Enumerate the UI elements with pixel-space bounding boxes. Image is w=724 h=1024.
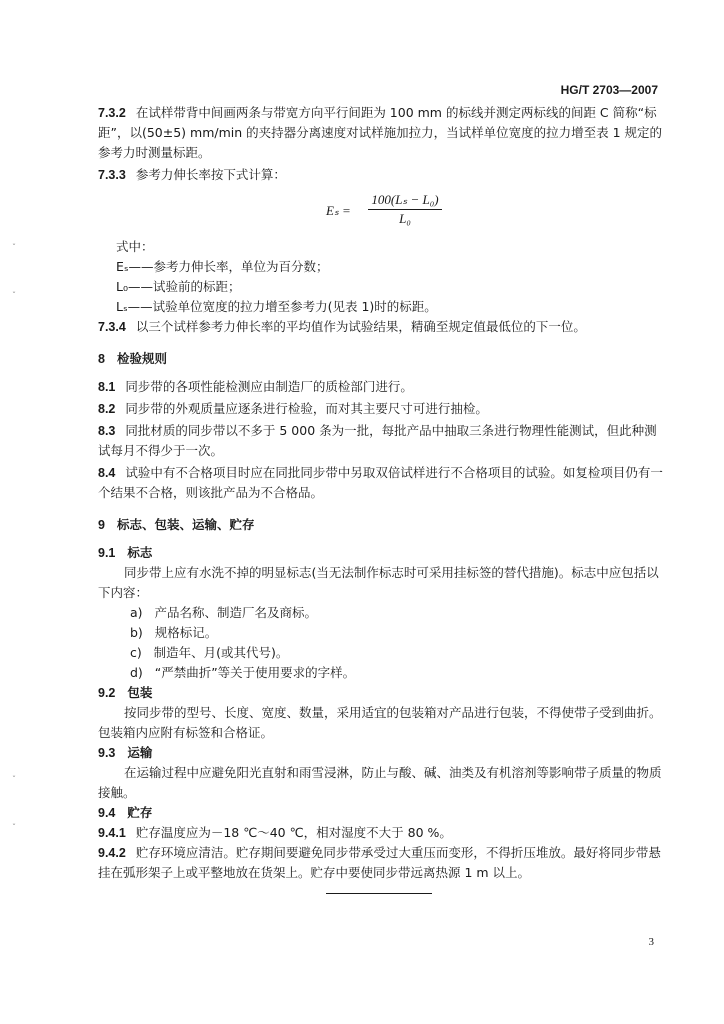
section-9-heading: [98, 515, 666, 535]
list-item-b: [98, 623, 666, 643]
definition-es: Eₛ——参考力伸长率，单位为百分数；: [116, 259, 329, 274]
list-text: “严禁曲折”等关于使用要求的字样。: [154, 665, 356, 680]
clause-title: 包装: [127, 685, 153, 700]
scan-mark: ˇ: [12, 291, 16, 300]
page-number: 3: [648, 936, 654, 948]
clause-number: 8.1: [98, 380, 116, 394]
clause-9-2-heading: [98, 683, 666, 703]
clause-8-2: [98, 399, 666, 419]
clause-number: 9.4.2: [98, 846, 126, 860]
clause-7-3-2: [98, 103, 666, 163]
list-text: 制造年、月(或其代号)。: [153, 645, 289, 660]
section-title: 检验规则: [116, 351, 167, 366]
clause-text: 同步带的各项性能检测应由制造厂的质检部门进行。: [125, 379, 413, 394]
list-item-a: [98, 603, 666, 623]
clause-text: 试验中有不合格项目时应在同批同步带中另取双倍试样进行不合格项目的试验。如复检项目仍有一个结果不合格，则该批产品为不合格品。: [98, 465, 663, 500]
clause-text: 以三个试样参考力伸长率的平均值作为试验结果，精确至规定值最低位的下一位。: [135, 319, 586, 334]
list-item-c: [98, 643, 666, 663]
clause-title: 运输: [127, 745, 153, 760]
page-content: [98, 103, 666, 894]
list-item-d: [98, 663, 666, 683]
clause-9-4-heading: [98, 803, 666, 823]
formula-numerator: 100(Lₛ − L₀): [371, 192, 439, 207]
clause-7-3-3: [98, 165, 666, 185]
section-number: 8: [98, 352, 105, 366]
clause-text: 参考力伸长率按下式计算：: [135, 167, 286, 182]
list-text: 产品名称、制造厂名及商标。: [154, 605, 317, 620]
scan-mark: ˇ: [12, 775, 16, 784]
formula-denominator: L₀: [399, 211, 411, 226]
clause-9-3-text: 在运输过程中应避免阳光直射和雨雪浸淋，防止与酸、碱、油类及有机溶剂等影响带子质量的物质接触。: [98, 765, 662, 800]
clause-text: 同批材质的同步带以不多于 5 000 条为一批，每批产品中抽取三条进行物理性能测试，但此种测试每月不得少于一次。: [98, 423, 657, 458]
list-label: b): [130, 625, 143, 640]
clause-text: 同步带的外观质量应逐条进行检验，而对其主要尺寸可进行抽检。: [125, 401, 488, 416]
clause-text: 贮存环境应清洁。贮存期间要避免同步带承受过大重压而变形，不得折压堆放。最好将同步带悬挂在弧形架子上或平整地放在货架上。贮存中要使同步带远离热源 1 m 以上。: [98, 845, 661, 880]
standard-code: HG/T 2703—2007: [560, 83, 658, 97]
clause-number: 8.2: [98, 402, 116, 416]
clause-number: 7.3.4: [98, 320, 126, 334]
definition-ls: Lₛ——试验单位宽度的拉力增至参考力(见表 1)时的标距。: [116, 299, 437, 314]
clause-text: 贮存温度应为－18 ℃～40 ℃，相对湿度不大于 80 %。: [135, 825, 452, 840]
clause-9-3-heading: [98, 743, 666, 763]
clause-9-4-1: [98, 823, 666, 843]
clause-number: 8.4: [98, 466, 116, 480]
clause-text: 在试样带背中间画两条与带宽方向平行间距为 100 mm 的标线并测定两标线的间距 C 简称“标距”，以(50±5) mm/min 的夹持器分离速度对试样施加拉力，当试样单位宽度的拉力增至表 1 规定的参考力时测量标距。: [98, 105, 663, 160]
scan-mark: ˇ: [12, 243, 16, 252]
list-label: d): [130, 665, 143, 680]
clause-7-3-4: [98, 317, 666, 337]
list-label: c): [130, 645, 142, 660]
clause-number: 9.4: [98, 806, 116, 820]
clause-number: 7.3.3: [98, 168, 126, 182]
definition-l0: L₀——试验前的标距；: [116, 279, 241, 294]
where-label: 式中：: [116, 239, 154, 254]
clause-number: 9.4.1: [98, 826, 126, 840]
clause-number: 9.2: [98, 686, 116, 700]
elongation-formula: [98, 191, 666, 231]
clause-number: 8.3: [98, 424, 116, 438]
clause-9-2-text: 按同步带的型号、长度、宽度、数量，采用适宜的包装箱对产品进行包装，不得使带子受到曲折。包装箱内应附有标签和合格证。: [98, 705, 662, 740]
list-text: 规格标记。: [154, 625, 218, 640]
clause-title: 贮存: [127, 805, 153, 820]
clause-number: 7.3.2: [98, 106, 126, 120]
clause-9-1-text: 同步带上应有水洗不掉的明显标志(当无法制作标志时可采用挂标签的替代措施)。标志中应包括以下内容：: [98, 565, 659, 600]
clause-9-1-heading: [98, 543, 666, 563]
clause-8-4: [98, 463, 666, 503]
clause-number: 9.1: [98, 546, 116, 560]
section-title: 标志、包装、运输、贮存: [116, 517, 255, 532]
section-number: 9: [98, 518, 105, 532]
clause-8-3: [98, 421, 666, 461]
clause-8-1: [98, 377, 666, 397]
list-label: a): [130, 605, 143, 620]
formula-fraction: [366, 191, 444, 228]
clause-number: 9.3: [98, 746, 116, 760]
section-8-heading: [98, 349, 666, 369]
clause-9-4-2: [98, 843, 666, 883]
end-rule: [326, 893, 432, 894]
clause-title: 标志: [127, 545, 153, 560]
formula-lhs: Eₛ =: [326, 203, 351, 218]
scan-mark: ˇ: [12, 823, 16, 832]
